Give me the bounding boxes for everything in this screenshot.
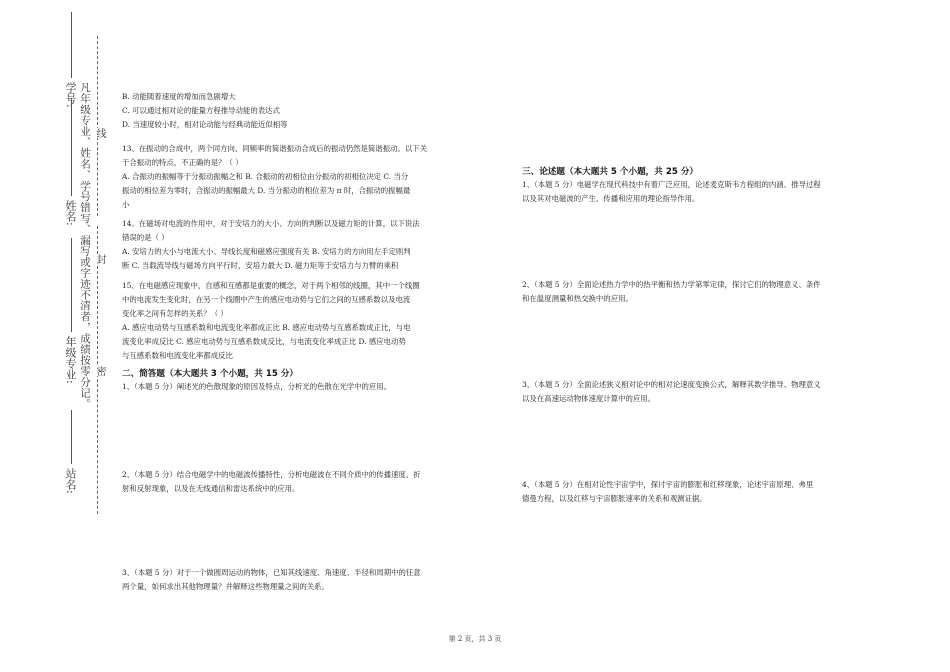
- station-label: 站名:: [64, 468, 77, 494]
- question-14-line: 14、在磁场对电流的作用中，对于安培力的大小、方向的判断以及磁力矩的计算，以下说法: [122, 219, 420, 228]
- cut-line-top: [97, 36, 98, 216]
- short-answer-1: [122, 380, 462, 394]
- essay-4-line: 4、（本题 5 分）在相对论性宇宙学中，探讨宇宙的膨胀和红移现象，论述宇宙原理、弗里: [522, 480, 814, 489]
- essay-2: [522, 278, 867, 306]
- question-13-line: A. 合振动的振幅等于分振动振幅之和 B. 合振动的初相位由分振动的初相位决定 C. 当分: [122, 172, 409, 181]
- short-answer-2-line: 2、（本题 5 分）结合电磁学中的电磁波传播特性，分析电磁波在不同介质中的传播速度、折: [122, 470, 421, 479]
- grade-major-label: 年级专业:: [64, 336, 77, 384]
- question-15-line: A. 感应电动势与互感系数和电流变化率都成正比 B. 感应电动势与互感系数成正比，与电: [122, 323, 411, 332]
- question-13: [122, 142, 462, 212]
- name-line[interactable]: [71, 98, 72, 196]
- option-b: B. 动能随着速度的增加而急剧增大: [122, 92, 236, 101]
- question-15-line: 变化率之间有怎样的关系？（ ）: [122, 309, 228, 318]
- student-id-label: 学号:: [64, 82, 77, 108]
- page-number: 第 2 页，共 3 页: [448, 635, 502, 643]
- essay-4-line: 德曼方程，以及红移与宇宙膨胀速率的关系和观测证据。: [522, 494, 707, 503]
- question-15-line: 流变化率成反比 C. 感应电动势与互感系数成反比，与电流变化率成正比 D. 感应电动势: [122, 337, 406, 346]
- essay-3: [522, 378, 867, 406]
- question-13-line: 小: [122, 200, 130, 209]
- left-column: [122, 90, 462, 610]
- cut-mark-feng: 封: [94, 254, 105, 264]
- essay-4: [522, 478, 867, 506]
- question-15-line: 中的电流发生变化时，在另一个线圈中产生的感应电动势与它们之间的互感系数以及电流: [122, 295, 411, 304]
- station-line[interactable]: [71, 410, 72, 464]
- student-id-line[interactable]: [71, 12, 72, 78]
- essay-1-line: 1、（本题 5 分）电磁学在现代科技中有着广泛应用，论述麦克斯韦方程组的内涵、推导过程: [522, 180, 821, 189]
- cut-mark-xian: 线: [94, 128, 105, 138]
- short-answer-3-line: 3、（本题 5 分）对于一个做圆周运动的物体，已知其线速度、角速度、半径和周期中的任意: [122, 568, 421, 577]
- cut-line-bottom: [97, 374, 98, 514]
- question-14: [122, 217, 462, 273]
- short-answer-2-line: 射和反射现象，以及在无线通信和雷达系统中的应用。: [122, 484, 300, 493]
- question-14-line: 错误的是（ ）: [122, 233, 169, 242]
- section-2-title: 二、简答题（本大题共 3 个小题，共 15 分）: [122, 369, 299, 379]
- essay-2-line: 2、（本题 5 分）全面论述热力学中的热平衡和热力学第零定律，探讨它们的物理意义、条件: [522, 280, 821, 289]
- option-c: C. 可以通过相对论的能量方程推导动能的表达式: [122, 106, 280, 115]
- essay-3-line: 3、（本题 5 分）全面论述狭义相对论中的相对论速度变换公式，解释其数学推导、物理意义: [522, 380, 821, 389]
- question-14-line: 断 C. 当载流导线与磁场方向平行时，安培力最大 D. 磁力矩等于安培力与力臂的乘积: [122, 261, 399, 270]
- question-12-options: [122, 90, 462, 132]
- cut-line-middle: [97, 226, 98, 364]
- essay-1: [522, 178, 867, 206]
- short-answer-1-line: 1、（本题 5 分）阐述光的色散现象的原因及特点，分析光的色散在光学中的应用。: [122, 382, 392, 391]
- question-13-line: 13、在振动的合成中，两个同方向、同频率的简谐振动合成后的振动仍然是简谐振动。以下关: [122, 144, 428, 153]
- essay-2-line: 和在温度测量和热交换中的应用。: [522, 294, 633, 303]
- question-15-line: 15、在电磁感应现象中，自感和互感都是重要的概念，对于两个相邻的线圈，其中一个线圈: [122, 281, 420, 290]
- question-13-line: 振动的相位差为零时，合振动的振幅最大 D. 当分振动的相位差为 π 时，合振动的振幅最: [122, 186, 411, 195]
- short-answer-3: [122, 566, 462, 594]
- question-13-line: 于合振动的特点，不正确的是？（ ）: [122, 158, 243, 167]
- essay-3-line: 以及在高速运动物体速度计算中的应用。: [522, 394, 656, 403]
- short-answer-2: [122, 468, 462, 496]
- question-15-line: 与互感系数和电流变化率都成反比: [122, 351, 233, 360]
- short-answer-3-line: 两个量，如何求出其他物理量？并解释这些物理量之间的关系。: [122, 582, 329, 591]
- question-15: [122, 279, 462, 363]
- question-14-line: A. 安培力的大小与电流大小、导线长度和磁感应强度有关 B. 安培力的方向用左手定则判: [122, 247, 411, 256]
- section-3-title: 三、论述题（本大题共 5 个小题，共 25 分）: [522, 167, 699, 177]
- notice-text: 凡年级专业、姓名、学号错写、漏写或字迹不清者，成绩按零分记。: [79, 82, 91, 409]
- option-d: D. 当速度较小时，相对论动能与经典动能近似相等: [122, 120, 288, 129]
- cut-mark-mi: 密: [94, 366, 105, 376]
- grade-major-line[interactable]: [71, 238, 72, 332]
- essay-1-line: 以及其对电磁波的产生、传播和应用的理论指导作用。: [522, 194, 700, 203]
- right-column: [522, 164, 867, 524]
- name-label: 姓名:: [64, 200, 77, 226]
